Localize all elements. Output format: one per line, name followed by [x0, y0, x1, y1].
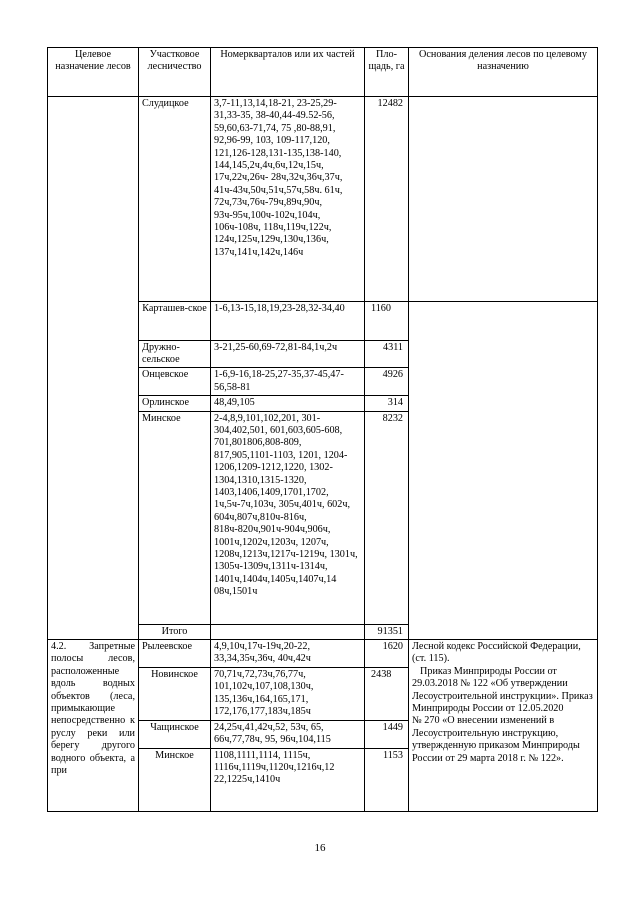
basis-section-4-2	[409, 639, 598, 811]
quarters-cell: 70,71ч,72,73ч,76,77ч, 101,102ч,107,108,130ч, 135,136ч,164,165,171, 172,176,177,183ч,185ч	[211, 667, 365, 720]
purpose-cell-empty	[48, 97, 139, 302]
forestry-cell: Дружно-сельское	[139, 340, 211, 368]
header-area: Пло-щадь, га	[365, 48, 409, 97]
area-cell: 4926	[365, 368, 409, 396]
quarters-cell: 48,49,105	[211, 396, 365, 411]
area-cell: 1153	[365, 748, 409, 811]
header-forestry: Участковое лесничество	[139, 48, 211, 97]
forestry-cell: Карташев-ское	[139, 301, 211, 340]
forestry-cell: Онцевское	[139, 368, 211, 396]
total-area: 91351	[365, 624, 409, 639]
quarters-cell: 1-6,9-16,18-25,27-35,37-45,47-56,58-81	[211, 368, 365, 396]
area-cell: 1449	[365, 720, 409, 748]
header-basis: Основания деления лесов по целевому назначению	[409, 48, 598, 97]
area-cell: 12482	[365, 97, 409, 302]
area-cell: 8232	[365, 411, 409, 624]
basis-cell-empty	[409, 301, 598, 639]
total-label: Итого	[139, 624, 211, 639]
basis-cell-empty	[409, 97, 598, 302]
quarters-cell: 2-4,8,9,101,102,201, 301-304,402,501, 601,603,605-608, 701,801806,808-809, 817,905,1101-1103, 1201, 1204-1206,1209-1212,1220, 1302-1304,1310,1315-1320, 1403,1406,1409,1701,1702, 1ч,5ч-7ч,103ч, 305ч,401ч, 602ч, 604ч,807ч,810ч-816ч, 818ч-820ч,901ч-904ч,906ч, 1001ч,1202ч,1203ч, 1207ч, 1208ч,1213ч,1217ч-1219ч, 1301ч, 1305ч-1309ч,1311ч-1314ч, 1401ч,1404ч,1405ч,1407ч,14 08ч,1501ч	[211, 411, 365, 624]
basis-paragraph: Приказ Минприроды России от 29.03.2018 № 122 «Об утверждении Лесоустроительной инструкции». Приказ Минприроды России от 12.05.2020	[412, 665, 593, 714]
quarters-cell: 1108,1111,1114, 1115ч, 1116ч,1119ч,1120ч,1216ч,12 22,1225ч,1410ч	[211, 748, 365, 811]
forestry-cell: Рылеевское	[139, 639, 211, 667]
forestry-cell: Новинское	[139, 667, 211, 720]
forestry-cell: Минское	[139, 748, 211, 811]
table-header-row	[48, 48, 598, 97]
purpose-section-4-2: 4.2. Запретные полосы лесов, расположенные вдоль водных объектов (леса, примыкающие непосредственно к руслу реки или берегу другого водного объекта, а при	[48, 639, 139, 811]
area-cell: 1160	[365, 301, 409, 340]
purpose-cell-empty	[48, 301, 139, 639]
table-row	[48, 97, 598, 302]
table-row	[48, 301, 598, 340]
quarters-cell: 24,25ч,41,42ч,52, 53ч, 65, 66ч,77,78ч, 95, 96ч,104,115	[211, 720, 365, 748]
basis-paragraph: № 270 «О внесении изменений в Лесоустроительную инструкцию, утвержденную приказом Минприроды России от 29 марта 2018 г. № 122».	[412, 715, 580, 764]
forestry-cell: Чащинское	[139, 720, 211, 748]
quarters-cell: 4,9,10ч,17ч-19ч,20-22, 33,34,35ч,36ч, 40ч,42ч	[211, 639, 365, 667]
quarters-cell: 1-6,13-15,18,19,23-28,32-34,40	[211, 301, 365, 340]
quarters-cell-empty	[211, 624, 365, 639]
area-cell: 4311	[365, 340, 409, 368]
forestry-cell: Минское	[139, 411, 211, 624]
quarters-cell: 3-21,25-60,69-72,81-84,1ч,2ч	[211, 340, 365, 368]
forestry-cell: Слудицкое	[139, 97, 211, 302]
header-quarters: Номеркварталов или их частей	[211, 48, 365, 97]
forest-purpose-table	[47, 47, 598, 812]
area-cell: 314	[365, 396, 409, 411]
page-number: 16	[314, 842, 326, 854]
table-row	[48, 639, 598, 667]
quarters-cell: 3,7-11,13,14,18-21, 23-25,29-31,33-35, 38-40,44-49.52-56, 59,60,63-71,74, 75 ,80-88,91, 92,96-99, 103, 109-117,120, 121,126-128,131-135,138-140, 144,145,2ч,4ч,6ч,12ч,15ч, 17ч,22ч,26ч- 28ч,32ч,36ч,37ч, 41ч-43ч,50ч,51ч,57ч,58ч. 61ч, 72ч,73ч,76ч-79ч,89ч,90ч, 93ч-95ч,100ч-102ч,104ч, 106ч-108ч, 118ч,119ч,122ч, 124ч,125ч,129ч,130ч,136ч, 137ч,141ч,142ч,146ч	[211, 97, 365, 302]
forestry-cell: Орлинское	[139, 396, 211, 411]
area-cell: 2438	[365, 667, 409, 720]
basis-paragraph: Лесной кодекс Российской Федерации, (ст. 115).	[412, 640, 581, 665]
header-purpose: Целевое назначение лесов	[48, 48, 139, 97]
area-cell: 1620	[365, 639, 409, 667]
